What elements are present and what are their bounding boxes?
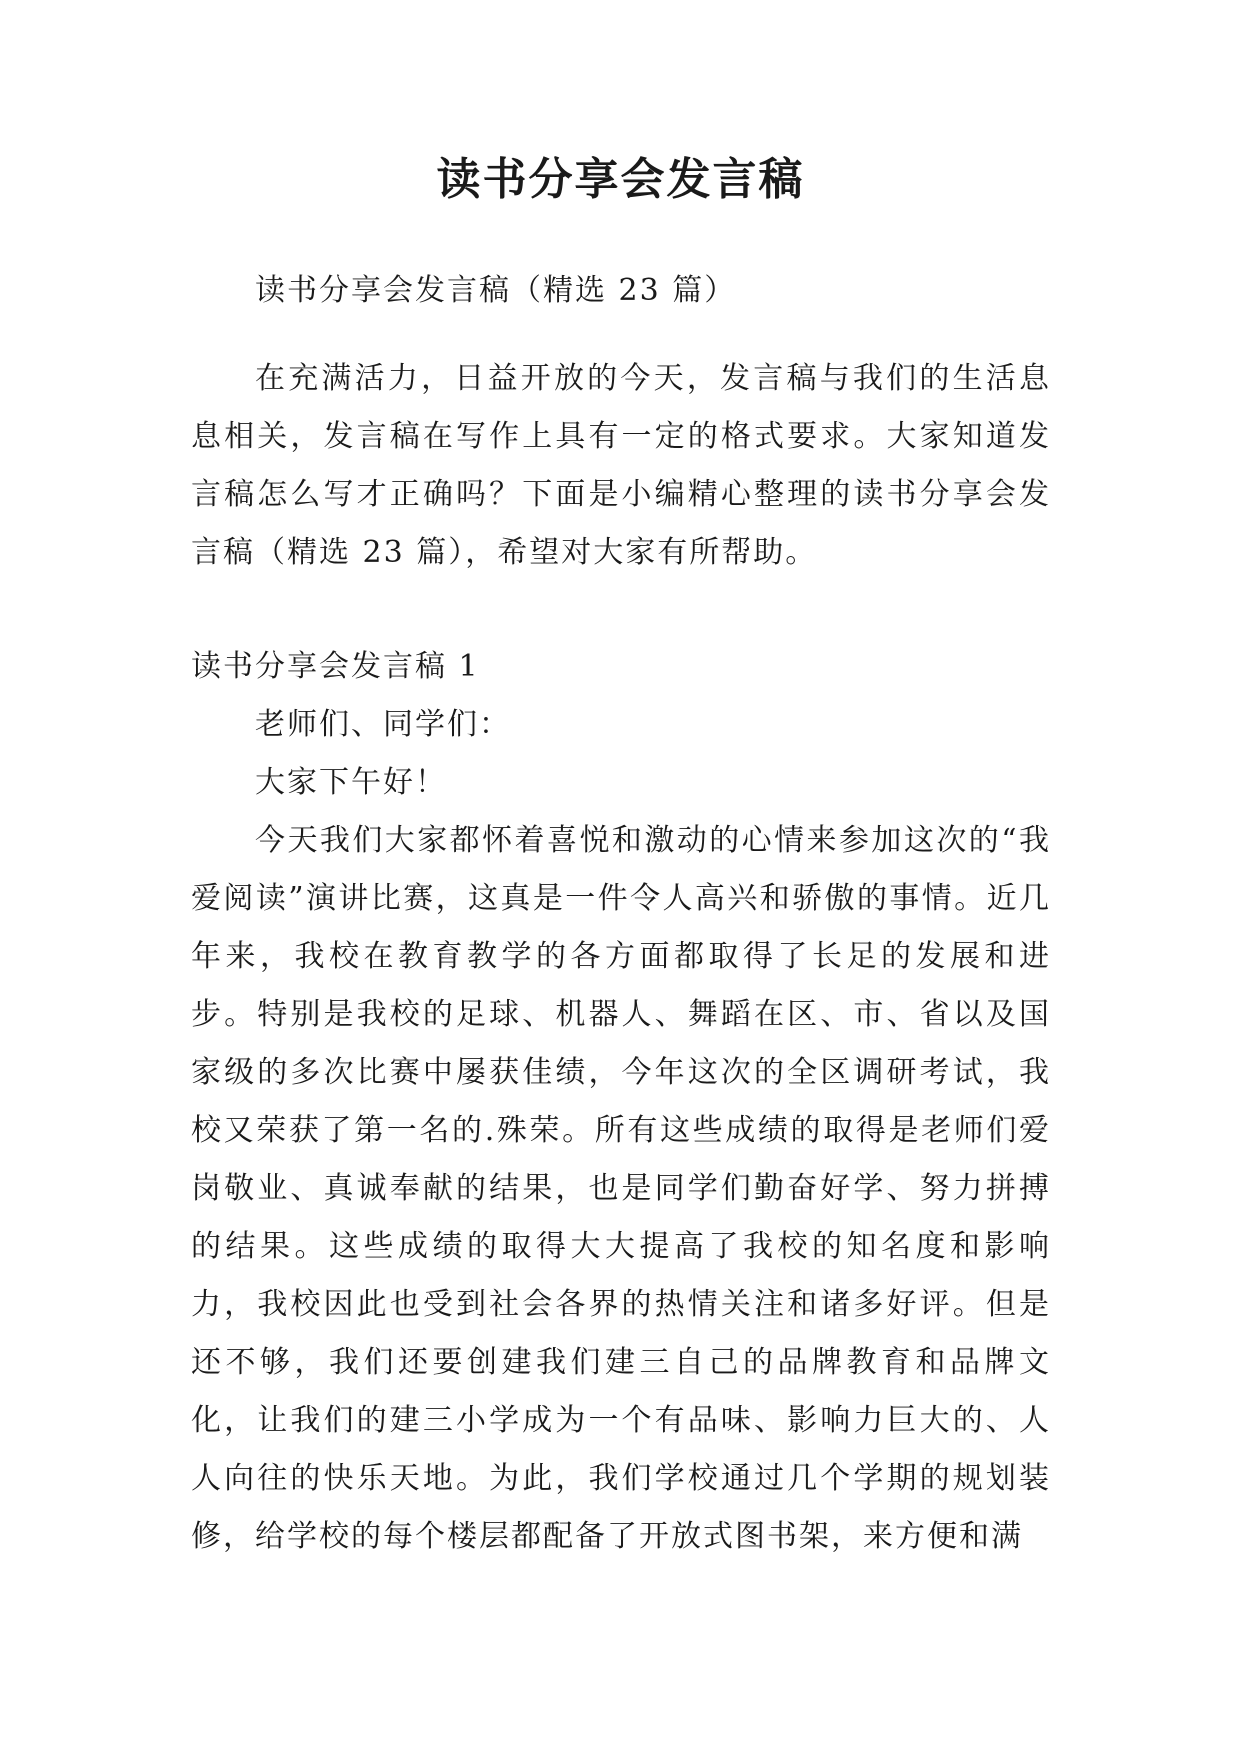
document-title: 读书分享会发言稿 <box>436 154 805 205</box>
salutation: 老师们、同学们： <box>255 707 511 742</box>
intro-paragraph: 在充满活力，日益开放的今天，发言稿与我们的生活息息相关，发言稿在写作上具有一定的格式要求。大家知道发言稿怎么写才正确吗？下面是小编精心整理的读书分享会发言稿（精选 23 篇），希望对大家有所帮助。 <box>191 361 1051 570</box>
section-heading: 读书分享会发言稿 1 <box>191 649 480 684</box>
document-subtitle: 读书分享会发言稿（精选 23 篇） <box>255 273 737 308</box>
main-paragraph: 今天我们大家都怀着喜悦和激动的心情来参加这次的“我爱阅读”演讲比赛，这真是一件令人高兴和骄傲的事情。近几年来，我校在教育教学的各方面都取得了长足的发展和进步。特别是我校的足球、机器人、舞蹈在区、市、省以及国家级的多次比赛中屡获佳绩，今年这次的全区调研考试，我校又荣获了第一名的.殊荣。所有这些成绩的取得是老师们爱岗敬业、真诚奉献的结果，也是同学们勤奋好学、努力拼搏的结果。这些成绩的取得大大提高了我校的知名度和影响力，我校因此也受到社会各界的热情关注和诸多好评。但是还不够，我们还要创建我们建三自己的品牌教育和品牌文化，让我们的建三小学成为一个有品味、影响力巨大的、人人向往的快乐天地。为此，我们学校通过几个学期的规划装修，给学校的每个楼层都配备了开放式图书架，来方便和满 <box>191 823 1051 1554</box>
greeting: 大家下午好！ <box>255 765 447 800</box>
